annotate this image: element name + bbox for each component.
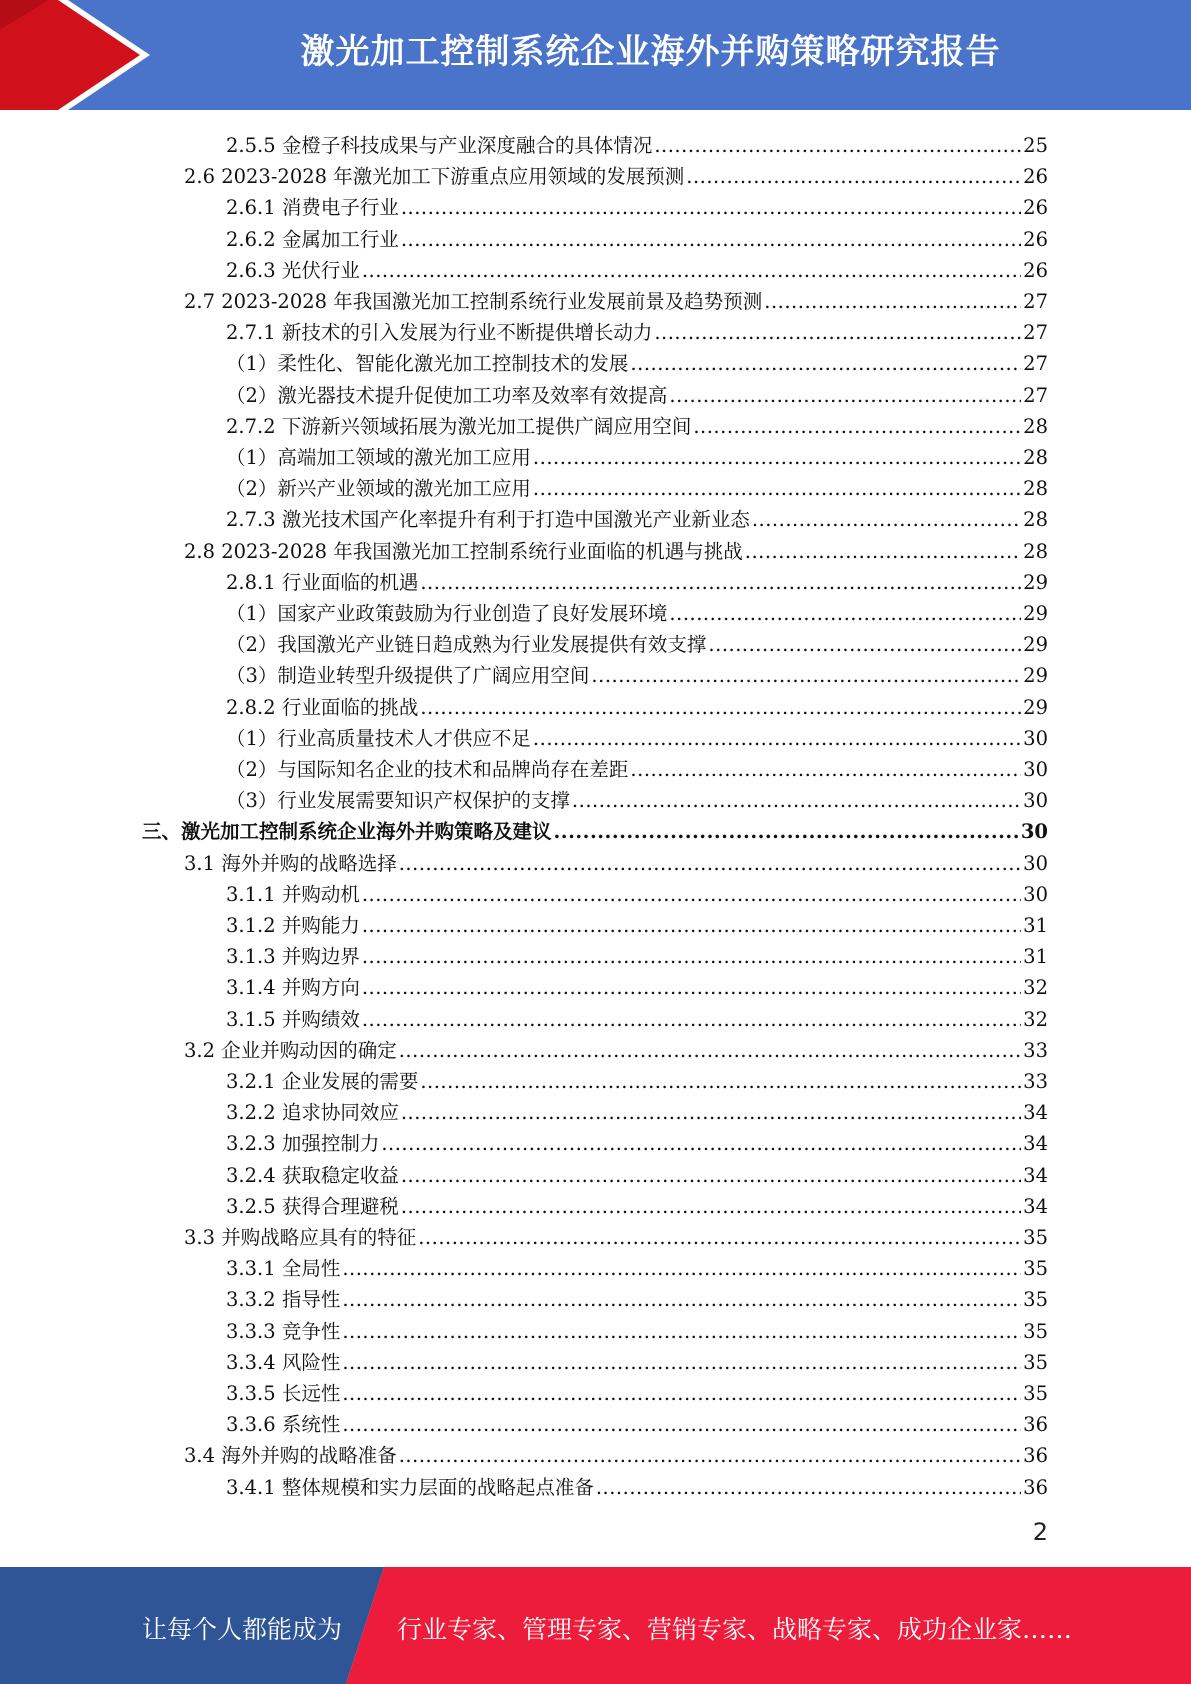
footer-slogan-left: 让每个人都能成为 xyxy=(142,1615,343,1644)
toc-entry-page: 28 xyxy=(1023,508,1048,531)
toc-entry[interactable] xyxy=(226,969,1048,1000)
toc-entry[interactable] xyxy=(226,876,1048,907)
toc-leader-dots xyxy=(362,945,1021,969)
toc-entry[interactable] xyxy=(226,501,1048,532)
toc-entry-title: （1）行业高质量技术人才供应不足 xyxy=(226,727,531,750)
toc-leader-dots xyxy=(533,477,1021,501)
toc-leader-dots xyxy=(572,789,1021,813)
toc-entry-title: （1）国家产业政策鼓励为行业创造了良好发展环境 xyxy=(226,602,668,625)
toc-entry[interactable] xyxy=(226,782,1048,813)
toc-leader-dots xyxy=(342,1320,1021,1344)
toc-entry-page: 31 xyxy=(1023,945,1048,968)
toc-entry[interactable] xyxy=(226,1344,1048,1375)
toc-leader-dots xyxy=(591,664,1021,688)
toc-entry-page: 31 xyxy=(1023,914,1048,937)
toc-entry[interactable] xyxy=(226,127,1048,158)
toc-entry-title: 3.1.4 并购方向 xyxy=(226,976,360,999)
toc-entry-page: 28 xyxy=(1023,446,1048,469)
toc-entry-page: 35 xyxy=(1023,1226,1048,1249)
toc-entry-page: 27 xyxy=(1023,384,1048,407)
toc-leader-dots xyxy=(342,1382,1021,1406)
toc-entry-page: 30 xyxy=(1023,789,1048,812)
header-bar xyxy=(0,0,1191,110)
toc-leader-dots xyxy=(669,602,1021,626)
toc-entry-page: 27 xyxy=(1023,290,1048,313)
toc-leader-dots xyxy=(654,134,1021,158)
toc-entry-title: 3.4 海外并购的战略准备 xyxy=(184,1444,397,1467)
toc-leader-dots xyxy=(630,352,1021,376)
toc-entry-title: 3.1.2 并购能力 xyxy=(226,914,360,937)
toc-entry-page: 35 xyxy=(1023,1320,1048,1343)
toc-entry-title: 3.3.5 长远性 xyxy=(226,1382,341,1405)
toc-entry-title: 3.2.5 获得合理避税 xyxy=(226,1195,399,1218)
toc-entry[interactable] xyxy=(184,1032,1048,1063)
toc-entry-page: 30 xyxy=(1023,883,1048,906)
toc-entry[interactable] xyxy=(184,1437,1048,1468)
toc-entry[interactable] xyxy=(226,408,1048,439)
toc-entry-page: 29 xyxy=(1023,696,1048,719)
toc-leader-dots xyxy=(418,1226,1021,1250)
toc-entry[interactable] xyxy=(184,158,1048,189)
toc-entry[interactable] xyxy=(226,1250,1048,1281)
toc-entry-page: 34 xyxy=(1023,1164,1048,1187)
toc-entry[interactable] xyxy=(184,533,1048,564)
toc-entry-title: 3.3.6 系统性 xyxy=(226,1413,341,1436)
toc-leader-dots xyxy=(401,228,1021,252)
toc-entry[interactable] xyxy=(226,377,1048,408)
toc-entry-page: 27 xyxy=(1023,352,1048,375)
toc-leader-dots xyxy=(745,540,1021,564)
toc-entry-title: 3.2.2 追求协同效应 xyxy=(226,1101,399,1124)
header-arrow-decoration xyxy=(0,0,160,110)
toc-entry-page: 30 xyxy=(1023,727,1048,750)
toc-leader-dots xyxy=(401,1195,1021,1219)
toc-entry-title: （2）激光器技术提升促使加工功率及效率有效提高 xyxy=(226,384,668,407)
toc-entry[interactable] xyxy=(184,1219,1048,1250)
toc-leader-dots xyxy=(533,727,1021,751)
toc-entry[interactable] xyxy=(226,720,1048,751)
toc-leader-dots xyxy=(401,1164,1021,1188)
toc-entry[interactable] xyxy=(226,1281,1048,1312)
toc-entry-page: 28 xyxy=(1023,540,1048,563)
toc-entry-title: （2）我国激光产业链日趋成熟为行业发展提供有效支撑 xyxy=(226,633,707,656)
toc-entry-page: 25 xyxy=(1023,134,1048,157)
toc-entry-title: 3.1 海外并购的战略选择 xyxy=(184,852,397,875)
toc-leader-dots xyxy=(686,165,1021,189)
toc-entry-page: 29 xyxy=(1023,633,1048,656)
toc-entry-page: 35 xyxy=(1023,1351,1048,1374)
toc-leader-dots xyxy=(693,415,1021,439)
toc-entry-page: 34 xyxy=(1023,1195,1048,1218)
toc-entry-page: 29 xyxy=(1023,602,1048,625)
toc-entry-title: 2.8 2023-2028 年我国激光加工控制系统行业面临的机遇与挑战 xyxy=(184,540,743,563)
toc-leader-dots xyxy=(399,1039,1021,1063)
toc-leader-dots xyxy=(362,259,1021,283)
toc-entry[interactable] xyxy=(184,845,1048,876)
toc-entry-title: 3.2.1 企业发展的需要 xyxy=(226,1070,419,1093)
toc-leader-dots xyxy=(708,633,1021,657)
toc-leader-dots xyxy=(401,1101,1021,1125)
toc-entry[interactable] xyxy=(226,1157,1048,1188)
report-title: 激光加工控制系统企业海外并购策略研究报告 xyxy=(300,32,1001,72)
toc-entry[interactable] xyxy=(226,595,1048,626)
toc-entry[interactable] xyxy=(226,1094,1048,1125)
toc-leader-dots xyxy=(342,1257,1021,1281)
toc-entry-page: 30 xyxy=(1020,820,1048,843)
toc-entry-page: 27 xyxy=(1023,321,1048,344)
toc-leader-dots xyxy=(342,1288,1021,1312)
toc-entry-title: 3.3.3 竞争性 xyxy=(226,1320,341,1343)
toc-entry-title: 2.7 2023-2028 年我国激光加工控制系统行业发展前景及趋势预测 xyxy=(184,290,763,313)
toc-entry-title: 3.4.1 整体规模和实力层面的战略起点准备 xyxy=(226,1476,594,1499)
toc-leader-dots xyxy=(752,508,1021,532)
toc-entry-page: 30 xyxy=(1023,758,1048,781)
toc-entry-title: 2.7.1 新技术的引入发展为行业不断提供增长动力 xyxy=(226,321,653,344)
toc-entry-title: 3.2.3 加强控制力 xyxy=(226,1132,380,1155)
toc-entry[interactable] xyxy=(226,626,1048,657)
toc-entry[interactable] xyxy=(184,283,1048,314)
toc-entry[interactable] xyxy=(226,345,1048,376)
toc-entry[interactable] xyxy=(226,1063,1048,1094)
toc-entry-page: 35 xyxy=(1023,1382,1048,1405)
toc-leader-dots xyxy=(362,883,1021,907)
toc-entry-title: 3.1.3 并购边界 xyxy=(226,945,360,968)
toc-entry-page: 33 xyxy=(1023,1039,1048,1062)
toc-entry-page: 32 xyxy=(1023,976,1048,999)
toc-entry-page: 26 xyxy=(1023,196,1048,219)
toc-entry-page: 32 xyxy=(1023,1008,1048,1031)
toc-entry[interactable] xyxy=(226,314,1048,345)
toc-leader-dots xyxy=(554,820,1019,844)
toc-entry-title: 3.1.5 并购绩效 xyxy=(226,1008,360,1031)
toc-entry[interactable] xyxy=(226,564,1048,595)
toc-entry[interactable] xyxy=(226,1001,1048,1032)
toc-leader-dots xyxy=(342,1413,1021,1437)
toc-entry[interactable] xyxy=(226,689,1048,720)
toc-entry-title: （2）与国际知名企业的技术和品牌尚存在差距 xyxy=(226,758,629,781)
toc-entry-title: 2.6 2023-2028 年激光加工下游重点应用领域的发展预测 xyxy=(184,165,685,188)
toc-leader-dots xyxy=(420,1070,1021,1094)
toc-entry[interactable] xyxy=(226,189,1048,220)
toc-entry-page: 30 xyxy=(1023,852,1048,875)
toc-entry[interactable] xyxy=(226,439,1048,470)
toc-entry-title: 2.6.2 金属加工行业 xyxy=(226,228,399,251)
toc-entry[interactable] xyxy=(142,813,1048,844)
toc-leader-dots xyxy=(420,571,1021,595)
toc-entry[interactable] xyxy=(226,1125,1048,1156)
toc-entry-title: 3.3 并购战略应具有的特征 xyxy=(184,1226,417,1249)
toc-leader-dots xyxy=(654,321,1021,345)
toc-entry-title: 2.5.5 金橙子科技成果与产业深度融合的具体情况 xyxy=(226,134,653,157)
toc-entry-page: 36 xyxy=(1023,1413,1048,1436)
toc-entry-title: 三、激光加工控制系统企业海外并购策略及建议 xyxy=(142,820,552,843)
toc-entry-title: 2.8.1 行业面临的机遇 xyxy=(226,571,419,594)
toc-entry-page: 35 xyxy=(1023,1288,1048,1311)
toc-entry-page: 29 xyxy=(1023,571,1048,594)
toc-entry-page: 28 xyxy=(1023,415,1048,438)
toc-entry-title: 2.7.3 激光技术国产化率提升有利于打造中国激光产业新业态 xyxy=(226,508,750,531)
toc-leader-dots xyxy=(669,384,1021,408)
toc-entry[interactable] xyxy=(226,938,1048,969)
toc-entry-title: 3.2.4 获取稳定收益 xyxy=(226,1164,399,1187)
toc-leader-dots xyxy=(362,976,1021,1000)
toc-entry-page: 26 xyxy=(1023,259,1048,282)
toc-leader-dots xyxy=(420,696,1021,720)
toc-entry-page: 34 xyxy=(1023,1101,1048,1124)
toc-entry-title: 3.3.2 指导性 xyxy=(226,1288,341,1311)
toc-entry-page: 36 xyxy=(1023,1476,1048,1499)
toc-leader-dots xyxy=(399,852,1021,876)
toc-entry-title: 3.1.1 并购动机 xyxy=(226,883,360,906)
toc-leader-dots xyxy=(596,1476,1021,1500)
toc-entry-page: 34 xyxy=(1023,1132,1048,1155)
toc-entry[interactable] xyxy=(226,1313,1048,1344)
toc-entry-title: 2.6.1 消费电子行业 xyxy=(226,196,399,219)
toc-entry-title: （3）制造业转型升级提供了广阔应用空间 xyxy=(226,664,590,687)
toc-entry-title: 3.3.1 全局性 xyxy=(226,1257,341,1280)
toc-entry-title: 3.2 企业并购动因的确定 xyxy=(184,1039,397,1062)
toc-leader-dots xyxy=(342,1351,1021,1375)
toc-leader-dots xyxy=(630,758,1021,782)
toc-entry-title: 2.6.3 光伏行业 xyxy=(226,259,360,282)
toc-leader-dots xyxy=(764,290,1021,314)
toc-entry-page: 35 xyxy=(1023,1257,1048,1280)
toc-entry-page: 36 xyxy=(1023,1444,1048,1467)
toc-entry[interactable] xyxy=(226,470,1048,501)
toc-entry-title: （1）高端加工领域的激光加工应用 xyxy=(226,446,531,469)
toc-entry[interactable] xyxy=(226,252,1048,283)
toc-entry[interactable] xyxy=(226,657,1048,688)
toc-entry-page: 26 xyxy=(1023,228,1048,251)
toc-entry-title: 2.8.2 行业面临的挑战 xyxy=(226,696,419,719)
toc-leader-dots xyxy=(362,914,1021,938)
toc-entry[interactable] xyxy=(226,1375,1048,1406)
toc-entry-title: （1）柔性化、智能化激光加工控制技术的发展 xyxy=(226,352,629,375)
toc-entry-title: （2）新兴产业领域的激光加工应用 xyxy=(226,477,531,500)
toc-leader-dots xyxy=(533,446,1021,470)
toc-entry[interactable] xyxy=(226,1469,1048,1500)
toc-leader-dots xyxy=(362,1008,1021,1032)
toc-leader-dots xyxy=(381,1132,1021,1156)
toc-entry-page: 26 xyxy=(1023,165,1048,188)
toc-leader-dots xyxy=(401,196,1021,220)
toc-entry-title: 2.7.2 下游新兴领域拓展为激光加工提供广阔应用空间 xyxy=(226,415,692,438)
toc-entry-page: 28 xyxy=(1023,477,1048,500)
toc-entry-page: 29 xyxy=(1023,664,1048,687)
toc-entry-title: （3）行业发展需要知识产权保护的支撑 xyxy=(226,789,570,812)
toc-entry[interactable] xyxy=(226,751,1048,782)
toc-entry-title: 3.3.4 风险性 xyxy=(226,1351,341,1374)
page-number: 2 xyxy=(1032,1518,1048,1546)
toc-entry-page: 33 xyxy=(1023,1070,1048,1093)
toc-entry[interactable] xyxy=(226,221,1048,252)
toc-entry[interactable] xyxy=(226,1188,1048,1219)
toc-entry[interactable] xyxy=(226,907,1048,938)
toc-entry[interactable] xyxy=(226,1406,1048,1437)
toc-leader-dots xyxy=(399,1444,1021,1468)
footer-slogan-right: 行业专家、管理专家、营销专家、战略专家、成功企业家…… xyxy=(397,1615,1073,1644)
